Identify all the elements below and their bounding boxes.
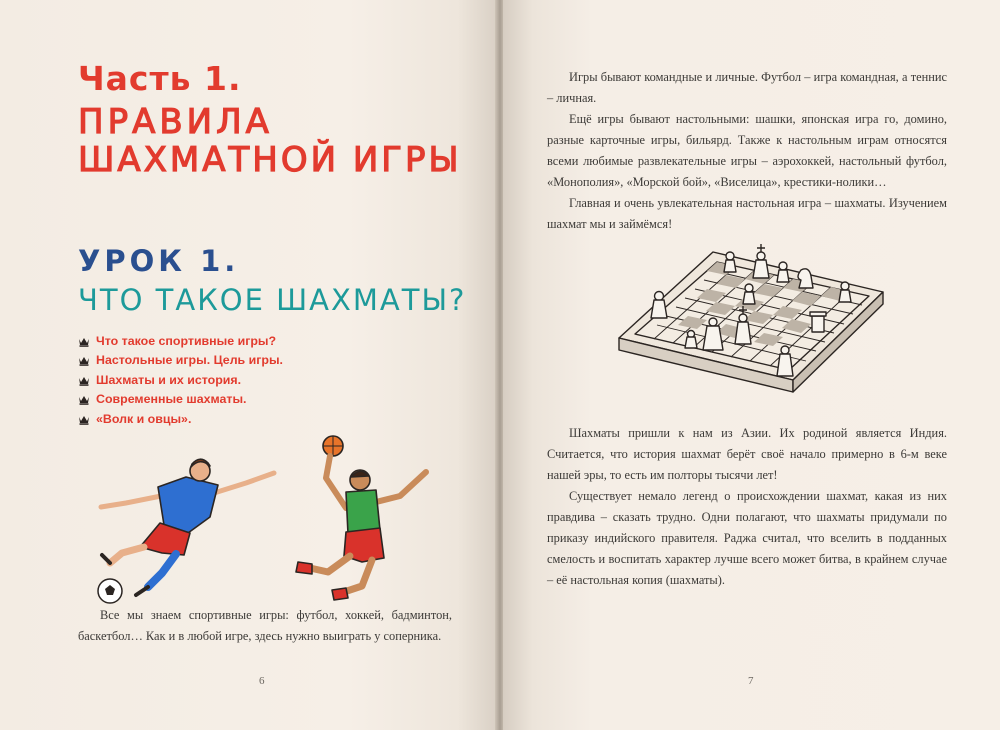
chess-king-icon: [78, 354, 90, 366]
topic-item: [78, 331, 283, 351]
page-number-right: 7: [748, 675, 754, 687]
paragraph: Существует немало легенд о происхождении шахмат, какая из них правдива – сказать трудно. Одни полагают, что шахматы придумали по приказу индийского правителя. Раджа считал, что вселить в подданных смелость и воспитать характер лучше всего может битва, в крайнем случае – её настольная копия (шахматы).: [547, 489, 947, 587]
basketball-player-illustration: [288, 430, 433, 605]
chess-king-icon: [753, 244, 769, 278]
topic-label: Современные шахматы.: [96, 392, 247, 407]
topic-label: Шахматы и их история.: [96, 372, 242, 387]
topic-item: [78, 390, 283, 410]
chess-pawn-icon: [724, 252, 736, 272]
lesson-number: УРОК 1.: [78, 244, 240, 278]
topics-list: [78, 331, 283, 429]
right-text-top: [547, 67, 947, 235]
chess-king-icon: [78, 335, 90, 347]
chessboard-illustration: [613, 240, 888, 415]
chess-rook-icon: [810, 312, 826, 332]
topic-label: Настольные игры. Цель игры.: [96, 353, 283, 368]
chess-king-icon: [78, 374, 90, 386]
right-page: [503, 0, 1000, 730]
intro-paragraph-text: Все мы знаем спортивные игры: футбол, хоккей, бадминтон, баскетбол… Как и в любой игре, здесь нужно выиграть у соперника.: [78, 608, 452, 643]
topic-item: [78, 409, 283, 429]
left-page: [0, 0, 497, 730]
lesson-title: ЧТО ТАКОЕ ШАХМАТЫ?: [78, 283, 467, 317]
right-text-bottom: [547, 423, 947, 591]
chess-knight-icon: [798, 269, 813, 288]
part-title: [78, 59, 462, 180]
part-title-line1: Часть 1.: [78, 59, 242, 98]
paragraph: Главная и очень увлекательная настольная игра – шахматы. Изучением шахмат мы и займёмся!: [547, 196, 947, 231]
chess-pawn-icon: [743, 284, 755, 304]
paragraph: Игры бывают командные и личные. Футбол – игра командная, а теннис – личная.: [547, 70, 947, 105]
chess-pawn-icon: [777, 262, 789, 282]
paragraph: Ещё игры бывают настольными: шашки, японская игра го, домино, разные карточные игры, бильярд. Также к настольным играм относятся всеми любимые развлекательные игры – аэрохоккей, настольный футбол, «Монополия», «Морской бой», «Виселица», крестики-нолики…: [547, 112, 947, 189]
part-title-line2: ПРАВИЛА: [78, 102, 273, 142]
paragraph: Шахматы пришли к нам из Азии. Их родиной является Индия. Считается, что история шахмат берёт своё начало примерно в 6-м веке нашей эры, то есть им полторы тысячи лет!: [547, 426, 947, 482]
chess-pawn-icon: [839, 282, 851, 302]
part-title-line3: ШАХМАТНОЙ ИГРЫ: [78, 140, 462, 180]
chess-king-icon: [78, 393, 90, 405]
page-number-left: 6: [259, 675, 265, 687]
soccer-player-illustration: [96, 455, 281, 605]
chess-king-icon: [78, 413, 90, 425]
topic-label: «Волк и овцы».: [96, 411, 192, 426]
soccer-ball-icon: [98, 579, 122, 603]
intro-paragraph: [78, 605, 452, 647]
topic-item: [78, 370, 283, 390]
topic-item: [78, 351, 283, 371]
topic-label: Что такое спортивные игры?: [96, 333, 277, 348]
